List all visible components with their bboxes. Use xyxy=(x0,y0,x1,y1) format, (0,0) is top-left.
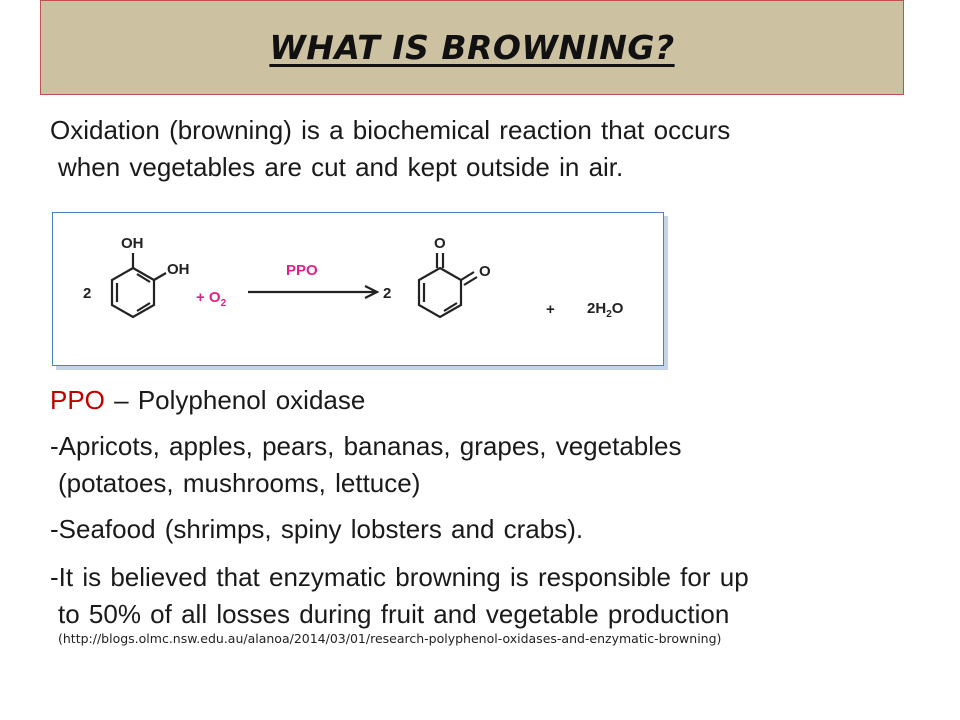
oxygen-label: + $O_2$ xyxy=(196,289,227,309)
page-title: WHAT IS BROWNING? xyxy=(269,28,675,67)
produce-line-1: -Apricots, apples, pears, bananas, grapes, vegetables xyxy=(50,431,682,461)
intro-paragraph xyxy=(50,112,930,186)
ppo-full-name: – Polyphenol oxidase xyxy=(104,385,366,415)
plus-sign: + xyxy=(546,301,555,318)
intro-line-2: when vegetables are cut and kept outside in air. xyxy=(58,152,624,182)
title-banner xyxy=(40,0,904,95)
reaction-svg xyxy=(53,213,663,365)
enzyme-label: PPO xyxy=(286,262,318,279)
ppo-definition xyxy=(50,382,930,419)
water-label: $2H_2O$ xyxy=(587,300,624,320)
o-top-label: O xyxy=(434,235,446,252)
quinone-ring xyxy=(419,268,461,317)
o-side-label: O xyxy=(479,263,491,280)
oh-top-label: OH xyxy=(121,235,144,252)
seafood-line: -Seafood (shrimps, spiny lobsters and crabs). xyxy=(50,514,584,544)
catechol-ring xyxy=(112,268,154,317)
losses-line-2: to 50% of all losses during fruit and vegetable production xyxy=(58,599,730,629)
reactant-coefficient: 2 xyxy=(83,285,92,302)
source-citation: (http://blogs.olmc.nsw.edu.au/alanoa/2014/03/01/research-polyphenol-oxidases-and-enzymatic-browning) xyxy=(58,631,722,646)
list-item-losses xyxy=(50,559,930,633)
list-item-seafood xyxy=(50,511,930,548)
intro-line-1: Oxidation (browning) is a biochemical reaction that occurs xyxy=(50,115,731,145)
list-item-produce xyxy=(50,428,930,502)
produce-line-2: (potatoes, mushrooms, lettuce) xyxy=(58,468,421,498)
losses-line-1: -It is believed that enzymatic browning is responsible for up xyxy=(50,562,749,592)
product-coefficient: 2 xyxy=(383,285,392,302)
ppo-abbreviation: PPO xyxy=(50,385,105,415)
oh-side-label: OH xyxy=(167,261,190,278)
reaction-diagram xyxy=(52,212,664,366)
